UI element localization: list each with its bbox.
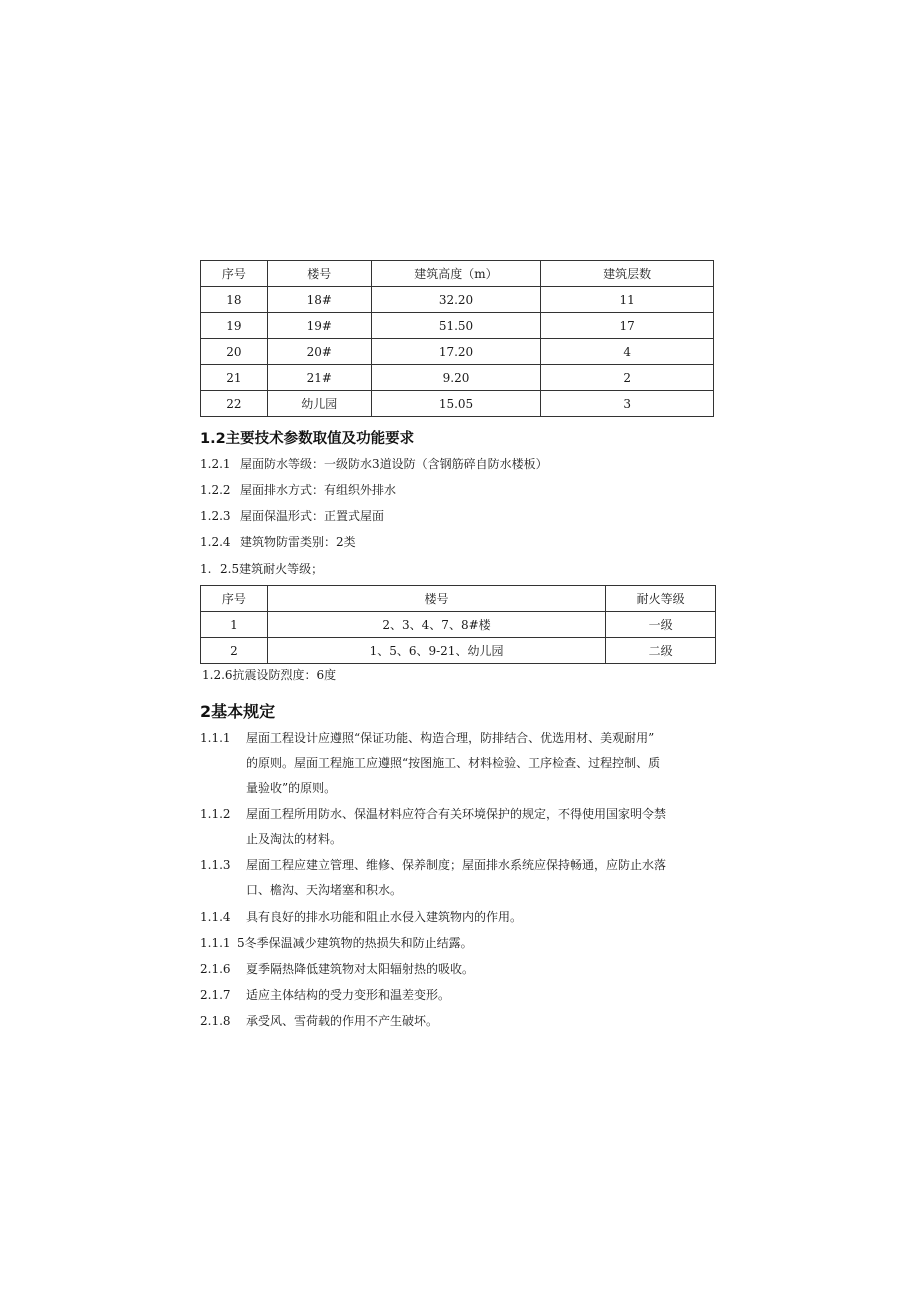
list-item — [200, 857, 720, 897]
item-text-line: 具有良好的排水功能和阻止水侵入建筑物内的作用。 — [246, 910, 523, 924]
list-item — [200, 730, 720, 794]
list-item — [200, 806, 720, 846]
table-cell: 1 — [201, 612, 268, 638]
table-cell: 一级 — [606, 612, 716, 638]
item-text-line: 的原则。屋面工程施工应遵照“按图施工、材料检验、工序检查、过程控制、质 — [246, 756, 661, 770]
item-text-line: 屋面工程应建立管理、维修、保养制度；屋面排水系统应保持畅通，应防止水落 — [246, 858, 667, 872]
table-cell: 21 — [201, 365, 268, 391]
item-number: 2.1.6 — [200, 962, 231, 976]
item-number: 2.1.8 — [200, 1014, 231, 1028]
table-cell: 1、5、6、9-21、幼儿园 — [267, 638, 605, 664]
item-number: 1.2.1 — [200, 457, 231, 471]
table-cell: 17 — [541, 313, 714, 339]
table-header-cell: 建筑层数 — [541, 261, 714, 287]
item-text: 屋面保温形式：正置式屋面 — [240, 509, 385, 523]
table-header-cell: 耐火等级 — [606, 586, 716, 612]
table-header-row — [201, 261, 714, 287]
table-cell: 51.50 — [371, 313, 541, 339]
table-cell: 19 — [201, 313, 268, 339]
item-number: 1.2.4 — [200, 535, 231, 549]
table-cell: 2 — [201, 638, 268, 664]
seismic-note: 1.2.6抗震设防烈度：6度 — [202, 668, 337, 682]
table-cell: 11 — [541, 287, 714, 313]
table-cell: 18 — [201, 287, 268, 313]
table-cell: 32.20 — [371, 287, 541, 313]
item-text-line: 承受风、雪荷载的作用不产生破坏。 — [246, 1014, 439, 1028]
table-cell: 幼儿园 — [267, 391, 371, 417]
table-cell: 20# — [267, 339, 371, 365]
table-cell: 18# — [267, 287, 371, 313]
item-number: 1. — [200, 562, 212, 576]
item-number: 1.1.3 — [200, 858, 231, 872]
list-item — [200, 935, 720, 953]
list-item — [200, 987, 720, 1005]
table-row — [201, 287, 714, 313]
table-row — [201, 313, 714, 339]
item-text: 屋面防水等级：一级防水3道设防（含钢筋碎自防水楼板） — [240, 457, 548, 471]
item-number: 1.1.2 — [200, 807, 231, 821]
section-heading-basic-rules: 2基本规定 — [200, 702, 276, 721]
item-text-line: 适应主体结构的受力变形和温差变形。 — [246, 988, 451, 1002]
table-cell: 20 — [201, 339, 268, 365]
item-text: 屋面排水方式：有组织外排水 — [240, 483, 397, 497]
list-item — [200, 456, 548, 472]
table-header-cell: 序号 — [201, 261, 268, 287]
table-cell: 4 — [541, 339, 714, 365]
table-cell: 3 — [541, 391, 714, 417]
item-number: 1.1.4 — [200, 910, 231, 924]
item-number: 1.1.1 — [200, 936, 231, 950]
table-cell: 21# — [267, 365, 371, 391]
item-text-line: 量验收”的原则。 — [246, 781, 337, 795]
item-text-line: 5冬季保温减少建筑物的热损失和防止结露。 — [237, 936, 473, 950]
list-item — [200, 1013, 720, 1031]
table-cell: 19# — [267, 313, 371, 339]
fire-resistance-table — [200, 585, 716, 664]
item-text-line: 口、檐沟、天沟堵塞和积水。 — [246, 883, 403, 897]
table-row — [201, 612, 716, 638]
table-row — [201, 638, 716, 664]
table-cell: 17.20 — [371, 339, 541, 365]
list-item — [200, 909, 720, 927]
table-cell: 9.20 — [371, 365, 541, 391]
table-cell: 22 — [201, 391, 268, 417]
item-text: 建筑物防雷类别：2类 — [240, 535, 356, 549]
table-row — [201, 391, 714, 417]
item-number: 1.1.1 — [200, 731, 231, 745]
item-text: 2.5建筑耐火等级； — [220, 562, 324, 576]
table-header-cell: 楼号 — [267, 586, 605, 612]
table-header-cell: 建筑高度（m） — [371, 261, 541, 287]
list-item — [200, 482, 396, 498]
item-text-line: 屋面工程所用防水、保温材料应符合有关环境保护的规定，不得使用国家明令禁 — [246, 807, 667, 821]
table-cell: 15.05 — [371, 391, 541, 417]
list-item — [200, 561, 323, 577]
table-row — [201, 339, 714, 365]
table-header-row — [201, 586, 716, 612]
table-header-cell: 楼号 — [267, 261, 371, 287]
table-cell: 二级 — [606, 638, 716, 664]
table-header-cell: 序号 — [201, 586, 268, 612]
item-number: 2.1.7 — [200, 988, 231, 1002]
list-item — [200, 534, 356, 550]
list-item — [200, 961, 720, 979]
building-height-table — [200, 260, 714, 417]
item-text-line: 屋面工程设计应遵照“保证功能、构造合理，防排结合、优选用材、美观耐用” — [246, 731, 655, 745]
table-row — [201, 365, 714, 391]
item-number: 1.2.2 — [200, 483, 231, 497]
item-text-line: 夏季隔热降低建筑物对太阳辐射热的吸收。 — [246, 962, 475, 976]
list-item — [200, 508, 384, 524]
table-cell: 2、3、4、7、8#楼 — [267, 612, 605, 638]
item-text-line: 止及淘汰的材料。 — [246, 832, 343, 846]
item-number: 1.2.3 — [200, 509, 231, 523]
table-cell: 2 — [541, 365, 714, 391]
section-heading-tech-params: 1.2主要技术参数取值及功能要求 — [200, 431, 415, 447]
